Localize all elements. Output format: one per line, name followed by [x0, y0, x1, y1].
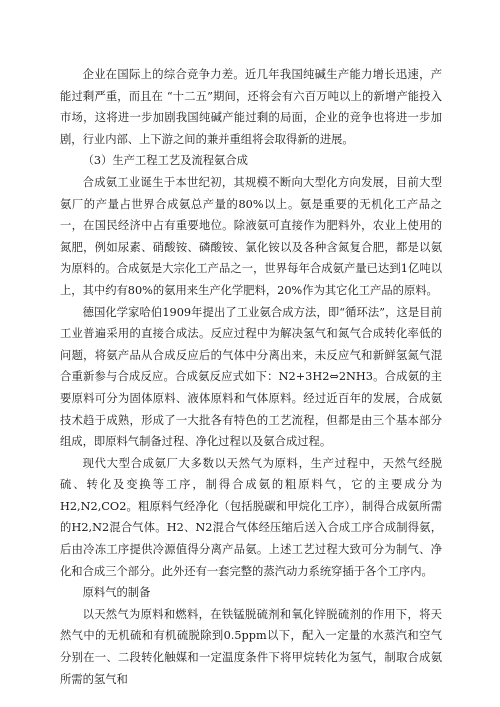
paragraph-industry-competition: 企业在国际上的综合竞争力差。近几年我国纯碱生产能力增长迅速，产能过剩严重，而且在 “十二五”期间，还将会有六百万吨以上的新增产能投入市场，这将进一步加剧我国纯碱产能过剩的局面，企业的竞争也将进一步加剧，行业内部、上下游之间的兼并重组将会取得新的进展。 — [60, 68, 442, 146]
paragraph-feed-gas-prep: 以天然气为原料和燃料，在铁锰脱硫剂和氧化锌脱硫剂的作用下，将天然气中的无机硫和有机硫脱除到0.5ppm以下，配入一定量的水蒸汽和空气分别在一、二段转化触媒和一定温度条件下将甲烷转化为氢气，制取合成氨所需的氢气和 — [60, 607, 442, 686]
paragraph-haber-process: 德国化学家哈伯1909年提出了工业氨合成方法，即“循环法”，这是目前工业普遍采用的直接合成法。反应过程中为解决氢气和氮气合成转化率低的问题，将氨产品从合成反应后的气体中分离出来，未反应气和新鲜氢氮气混合重新参与合成反应。合成氨反应式如下：N2+3H2⇔2NH3。合成氨的主要原料可分为固体原料、液体原料和气体原料。经过近百年的发展，合成氨技术趋于成熟，形成了一大批各有特色的工艺流程，但都是由三个基本部分组成，即原料气制备过程、净化过程以及氨合成过程。 — [60, 305, 442, 449]
section-heading-process: （3）生产工程工艺及流程氨合成 — [82, 154, 248, 168]
subheading-feed-gas: 原料气的制备 — [82, 586, 151, 600]
paragraph-modern-plant: 现代大型合成氨厂大多数以天然气为原料，生产过程中，天然气经脱硫、转化及变换等工序，制得合成氨的粗原料气，它的主要成分为H2,N2,CO2。粗原料气经净化（包括脱碳和甲烷化工序），制得合成氨所需的H2,N2混合气体。H2、N2混合气体经压缩后送入合成工序合成制得氨，后由冷冻工序提供冷源值得分离产品氨。上述工艺过程大致可分为制气、净化和合成三个部分。此外还有一套完整的蒸汽动力系统穿插于各个工序内。 — [60, 456, 442, 578]
paragraph-ammonia-industry: 合成氨工业诞生于本世纪初，其规模不断向大型化方向发展，目前大型氨厂的产量占世界合成氨总产量的80%以上。氨是重要的无机化工产品之一，在国民经济中占有重要地位。除液氨可直接作为肥料外，农业上使用的氮肥，例如尿素、硝酸铵、磷酸铵、氯化铵以及各种含氮复合肥，都是以氨为原料的。合成氨是大宗化工产品之一，世界每年合成氨产量已达到1亿吨以上，其中约有80%的氨用来生产化学肥料，20%作为其它化工产品的原料。 — [60, 175, 442, 297]
